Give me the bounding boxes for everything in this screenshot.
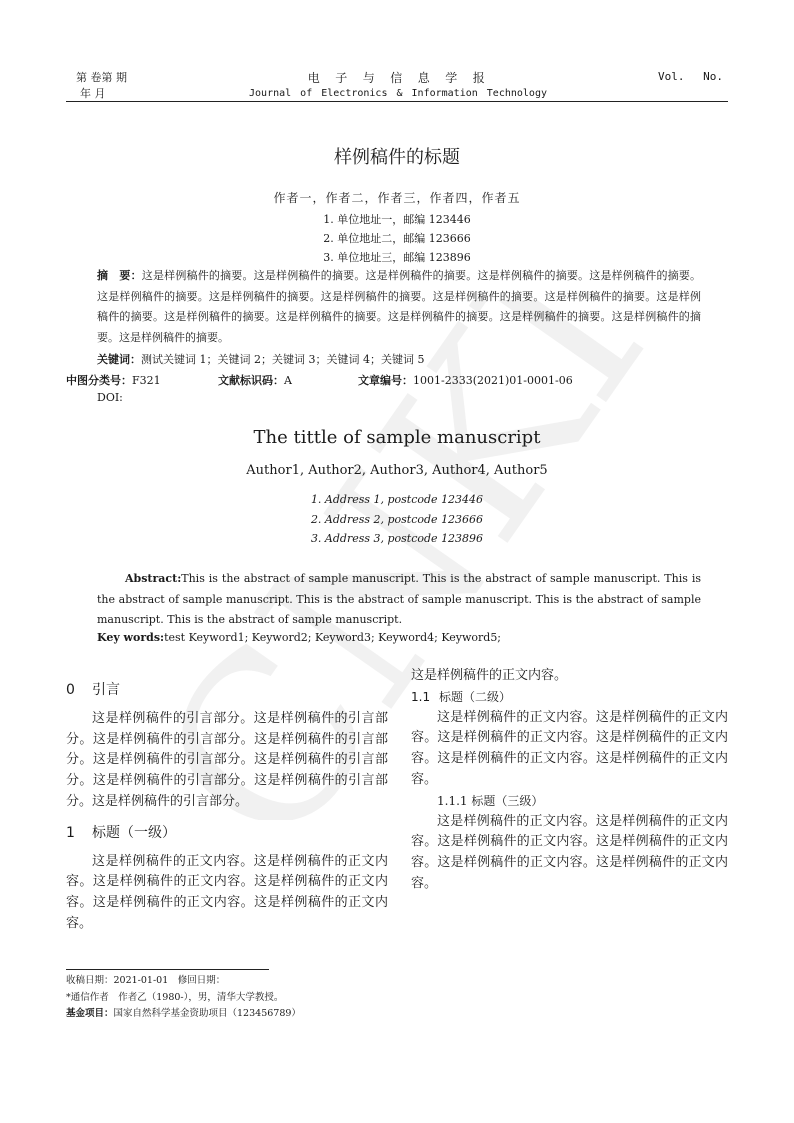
- footnote-corresponding: *通信作者 作者乙（1980-），男，清华大学教授。: [66, 992, 284, 1003]
- abstract-cn: [97, 266, 701, 348]
- paper-title-en: The tittle of sample manuscript: [253, 427, 541, 448]
- section-0-number: 0: [66, 682, 75, 698]
- section-1-number: 1: [66, 824, 75, 841]
- authors-en: Author1, Author2, Author3, Author4, Author5: [246, 463, 548, 478]
- body-column-right: [411, 666, 728, 895]
- footnote-fund: [66, 1007, 301, 1021]
- address-en-2: 2. Address 2, postcode 123666: [310, 513, 484, 526]
- paper-title-cn: 样例稿件的标题: [334, 147, 460, 168]
- header-journal: [242, 70, 554, 102]
- article-no-value: 1001-2333(2021)01-0001-06: [413, 374, 573, 387]
- section-0-heading: [66, 680, 388, 701]
- section-1-1-1-heading: 1.1.1 标题（三级）: [437, 793, 544, 808]
- section-1-1-1-paragraph: 这是样例稿件的正文内容。这是样例稿件的正文内容。这是样例稿件的正文内容。这是样例稿件的正文内容。这是样例稿件的正文内容。这是样例稿件的正文内容。: [411, 813, 728, 891]
- journal-name-en: Journal of Electronics & Information Technology: [249, 88, 547, 99]
- header-volume-issue: 第 卷第 期: [76, 71, 127, 84]
- section-1-1-title: 标题（二级）: [439, 689, 512, 704]
- address-en-3: 3. Address 3, postcode 123896: [310, 532, 484, 545]
- fund-label: 基金项目：: [66, 1008, 114, 1019]
- keywords-en-text: test Keyword1; Keyword2; Keyword3; Keyword4; Keyword5;: [164, 631, 502, 644]
- document-code: [218, 372, 292, 388]
- section-1-heading: [66, 823, 388, 844]
- abstract-cn-label: 摘 要：: [97, 269, 142, 282]
- address-cn-1: 1. 单位地址一，邮编 123446: [323, 213, 471, 226]
- clc-number: [66, 372, 161, 388]
- doc-code-label: 文献标识码：: [218, 374, 284, 387]
- journal-name-cn: 电子与信息学报: [307, 71, 501, 85]
- address-cn-3: 3. 单位地址三，邮编 123896: [323, 251, 471, 264]
- clc-label: 中图分类号：: [66, 374, 132, 387]
- section-1-1-paragraph: 这是样例稿件的正文内容。这是样例稿件的正文内容。这是样例稿件的正文内容。这是样例稿件的正文内容。这是样例稿件的正文内容。这是样例稿件的正文内容。: [411, 709, 728, 787]
- keywords-cn: [97, 351, 424, 367]
- abstract-en-label: Abstract:: [125, 572, 182, 585]
- authors-cn: 作者一，作者二，作者三，作者四，作者五: [273, 191, 521, 205]
- section-1-paragraph: 这是样例稿件的正文内容。这是样例稿件的正文内容。这是样例稿件的正文内容。这是样例稿件的正文内容。这是样例稿件的正文内容。这是样例稿件的正文内容。: [66, 853, 388, 931]
- article-number: [358, 372, 573, 388]
- svg-text:CNKI: CNKI: [150, 300, 670, 820]
- clc-value: F321: [132, 374, 161, 387]
- header-vol-no: [658, 70, 723, 83]
- section-1-1-heading: [411, 687, 728, 708]
- keywords-cn-text: 测试关键词 1；关键词 2；关键词 3；关键词 4；关键词 5: [141, 353, 425, 366]
- header-no: No.: [703, 70, 723, 83]
- header-rule: [66, 101, 728, 102]
- fund-text: 国家自然科学基金资助项目（123456789）: [113, 1008, 301, 1019]
- address-cn-2: 2. 单位地址二，邮编 123666: [323, 232, 471, 245]
- body-column-left: [66, 680, 388, 935]
- abstract-cn-text: 这是样例稿件的摘要。这是样例稿件的摘要。这是样例稿件的摘要。这是样例稿件的摘要。这是样例稿件的摘要。这是样例稿件的摘要。这是样例稿件的摘要。这是样例稿件的摘要。这是样例稿件的摘要。这是样例稿件的摘要。这是样例稿件的摘要。这是样例稿件的摘要。这是样例稿件的摘要。这是样例稿件的摘要。这是样例稿件的摘要。这是样例稿件的摘要。这是样例稿件的摘要。: [97, 269, 702, 344]
- abstract-en: [97, 569, 701, 631]
- doi: DOI:: [97, 391, 123, 404]
- section-1-title: 标题（一级）: [92, 824, 176, 841]
- section-0-title: 引言: [92, 682, 120, 698]
- footnote-received: 收稿日期：2021-01-01 修回日期：: [66, 975, 226, 986]
- section-0-paragraph: 这是样例稿件的引言部分。这是样例稿件的引言部分。这是样例稿件的引言部分。这是样例稿件的引言部分。这是样例稿件的引言部分。这是样例稿件的引言部分。这是样例稿件的引言部分。这是样例稿件的引言部分。这是样例稿件的引言部分。: [66, 710, 388, 809]
- article-no-label: 文章编号：: [358, 374, 413, 387]
- footnote-rule: [66, 969, 269, 970]
- doc-code-value: A: [284, 374, 292, 387]
- keywords-en: [97, 631, 501, 644]
- header-issue: [76, 70, 127, 102]
- address-en-1: 1. Address 1, postcode 123446: [310, 493, 484, 506]
- section-1-1-number: 1.1: [411, 689, 431, 704]
- header-vol: Vol.: [658, 70, 685, 83]
- keywords-cn-label: 关键词：: [97, 353, 141, 366]
- section-1-paragraph-continued: 这是样例稿件的正文内容。: [411, 668, 568, 683]
- keywords-en-label: Key words:: [97, 631, 165, 644]
- abstract-en-text: This is the abstract of sample manuscript. This is the abstract of sample manuscript. This is the abstract of sample manuscript. This is the abstract of sample manuscript. This is the abstract of sample manuscript. This is the abstract of sample manuscript.: [97, 572, 701, 626]
- header-year-month: 年 月: [80, 87, 106, 100]
